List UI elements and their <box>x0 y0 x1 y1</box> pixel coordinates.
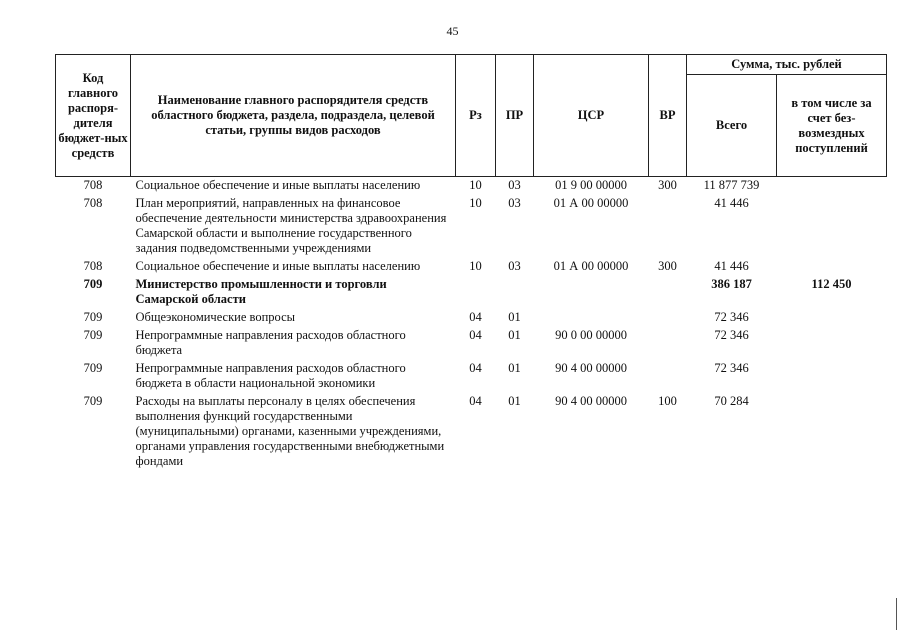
cell-including-grants <box>777 393 887 471</box>
cell-including-grants <box>777 327 887 360</box>
cell-including-grants: 112 450 <box>811 277 852 291</box>
cell-total: 386 187 <box>711 277 752 291</box>
cell-vr <box>649 309 687 327</box>
cell-name: Социальное обеспечение и иные выплаты населению <box>135 259 421 273</box>
cell-code: 708 <box>83 178 103 192</box>
header-name: Наименование главного распорядителя средств областного бюджета, раздела, подраздела, целевой статьи, группы видов расходов <box>131 55 456 177</box>
cell-rz: 04 <box>469 328 482 342</box>
table-row <box>56 258 887 276</box>
table-row <box>56 327 887 360</box>
cell-total: 72 346 <box>714 310 749 324</box>
cell-name: Общеэкономические вопросы <box>135 310 296 324</box>
cell-rz: 10 <box>469 178 482 192</box>
cell-rz: 04 <box>469 310 482 324</box>
table-header <box>56 55 887 177</box>
cell-including-grants <box>777 195 887 258</box>
table-row <box>56 276 887 309</box>
cell-csr: 90 4 00 00000 <box>555 394 627 408</box>
cell-csr: 90 0 00 00000 <box>555 328 627 342</box>
header-csr: ЦСР <box>534 55 649 177</box>
header-sum: Сумма, тыс. рублей <box>687 55 887 75</box>
cell-pr: 03 <box>508 259 521 273</box>
cell-including-grants <box>777 309 887 327</box>
cell-pr: 03 <box>508 178 521 192</box>
cell-pr: 01 <box>508 361 521 375</box>
cell-vr: 100 <box>658 394 677 408</box>
cell-code: 709 <box>83 310 103 324</box>
table-row <box>56 195 887 258</box>
cell-name: Министерство промышленности и торговли Самарской области <box>135 277 387 306</box>
cell-csr: 01 А 00 00000 <box>553 259 629 273</box>
cell-name: План мероприятий, направленных на финансовое обеспечение деятельности министерства здравоохранения Самарской области и выполнение государственного задания подведомственными учреждениями <box>135 196 447 255</box>
table-body <box>56 177 887 472</box>
cell-code: 709 <box>83 361 103 375</box>
cell-including-grants <box>777 177 887 196</box>
cell-total: 70 284 <box>714 394 749 408</box>
header-vr: ВР <box>649 55 687 177</box>
cell-vr: 300 <box>658 178 677 192</box>
cell-including-grants <box>777 258 887 276</box>
page-number: 45 <box>446 24 459 38</box>
header-rz: Рз <box>456 55 496 177</box>
cell-csr <box>534 276 649 309</box>
cell-csr <box>534 309 649 327</box>
cell-rz: 04 <box>469 394 482 408</box>
cell-rz: 10 <box>469 259 482 273</box>
cell-code: 709 <box>83 277 103 291</box>
cell-vr: 300 <box>658 259 677 273</box>
cell-pr: 01 <box>508 310 521 324</box>
cell-pr <box>496 276 534 309</box>
cell-code: 708 <box>83 259 103 273</box>
cell-vr <box>649 195 687 258</box>
header-code: Код главного распоря-дителя бюджет-ных средств <box>56 55 131 177</box>
cell-rz: 10 <box>469 196 482 210</box>
cell-pr: 01 <box>508 394 521 408</box>
cell-total: 11 877 739 <box>703 178 760 192</box>
cell-including-grants <box>777 360 887 393</box>
cell-vr <box>649 276 687 309</box>
cell-total: 41 446 <box>714 259 749 273</box>
table-row <box>56 177 887 196</box>
cell-name: Непрограммные направления расходов областного бюджета <box>135 328 406 357</box>
cell-code: 709 <box>83 328 103 342</box>
cell-total: 72 346 <box>714 328 749 342</box>
table-row <box>56 309 887 327</box>
header-total: Всего <box>687 75 777 177</box>
cell-name: Расходы на выплаты персоналу в целях обеспечения выполнения функций государственными (муниципальными) органами, казенными учреждениями, органами управления государственными внебюджетными фондами <box>135 394 445 468</box>
cell-total: 72 346 <box>714 361 749 375</box>
cell-code: 709 <box>83 394 103 408</box>
scan-edge-mark <box>896 598 897 630</box>
cell-rz <box>456 276 496 309</box>
cell-vr <box>649 327 687 360</box>
cell-name: Непрограммные направления расходов областного бюджета в области национальной экономики <box>135 361 406 390</box>
cell-csr: 01 9 00 00000 <box>555 178 627 192</box>
cell-total: 41 446 <box>714 196 749 210</box>
cell-rz: 04 <box>469 361 482 375</box>
table-row <box>56 393 887 471</box>
header-pr: ПР <box>496 55 534 177</box>
cell-csr: 90 4 00 00000 <box>555 361 627 375</box>
cell-pr: 03 <box>508 196 521 210</box>
cell-pr: 01 <box>508 328 521 342</box>
cell-name: Социальное обеспечение и иные выплаты населению <box>135 178 421 192</box>
header-including-grants: в том числе за счет без-возмездных поступлений <box>777 75 887 177</box>
table-row <box>56 360 887 393</box>
cell-csr: 01 А 00 00000 <box>553 196 629 210</box>
budget-expenditure-table <box>55 54 887 471</box>
cell-vr <box>649 360 687 393</box>
cell-code: 708 <box>83 196 103 210</box>
